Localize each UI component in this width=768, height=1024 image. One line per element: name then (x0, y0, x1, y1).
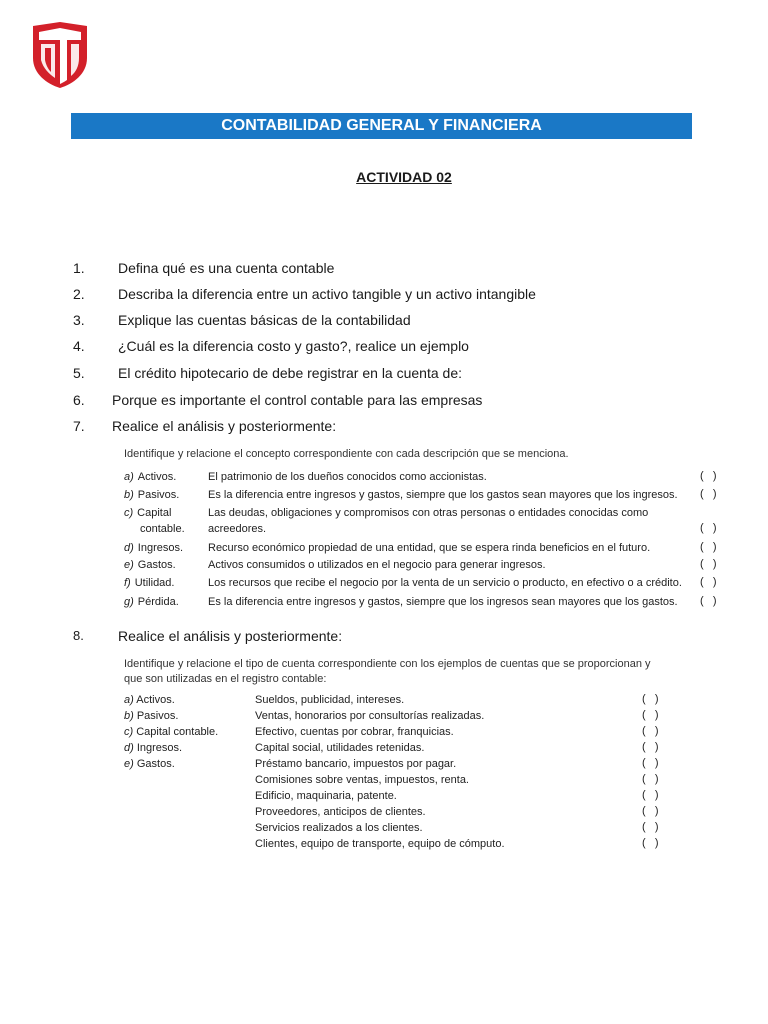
question-text: Explique las cuentas básicas de la contabilidad (118, 312, 411, 328)
exercise-7-row-f (124, 576, 724, 591)
answer-blank[interactable]: ( ) (642, 837, 659, 849)
row-letter: a) (124, 694, 134, 706)
account-example: Edificio, maquinaria, patente. (255, 790, 397, 802)
row-term: Utilidad. (134, 577, 175, 589)
row-term: Pasivos. (136, 710, 179, 722)
row-description: Recurso económico propiedad de una entidad, que se espera rinda beneficios en el futuro. (208, 542, 651, 554)
account-example: Clientes, equipo de transporte, equipo de cómputo. (255, 838, 505, 850)
row-description-continuation: acreedores. (208, 523, 267, 535)
account-example: Proveedores, anticipos de clientes. (255, 806, 426, 818)
course-title-bar: CONTABILIDAD GENERAL Y FINANCIERA (71, 113, 692, 139)
question-text: El crédito hipotecario de debe registrar en la cuenta de: (118, 365, 462, 381)
activity-subtitle: ACTIVIDAD 02 (356, 169, 452, 185)
row-letter: c) (124, 726, 134, 738)
row-letter: g) (124, 596, 134, 608)
answer-blank[interactable]: ( ) (642, 773, 659, 785)
answer-blank[interactable]: ( ) (700, 595, 717, 607)
row-term: Gastos. (137, 559, 176, 571)
answer-blank[interactable]: ( ) (700, 541, 717, 553)
account-example: Sueldos, publicidad, intereses. (255, 694, 405, 706)
answer-blank[interactable]: ( ) (700, 522, 717, 534)
exercise-7-row-g (124, 595, 724, 610)
account-example: Préstamo bancario, impuestos por pagar. (255, 758, 457, 770)
exercise-7-instructions: Identifique y relacione el concepto correspondiente con cada descripción que se menciona. (124, 448, 569, 460)
question-text: ¿Cuál es la diferencia costo y gasto?, realice un ejemplo (118, 338, 469, 354)
university-shield-logo (27, 18, 93, 90)
answer-blank[interactable]: ( ) (700, 488, 717, 500)
answer-blank[interactable]: ( ) (642, 805, 659, 817)
account-type-c (124, 725, 218, 740)
row-term-continuation: contable. (140, 523, 185, 535)
row-letter: c) (124, 507, 134, 519)
answer-blank[interactable]: ( ) (642, 741, 659, 753)
account-example: Efectivo, cuentas por cobrar, franquicias. (255, 726, 454, 738)
exercise-7-row-c (124, 506, 724, 538)
answer-blank[interactable]: ( ) (642, 725, 659, 737)
row-term: Activos. (137, 471, 177, 483)
answer-blank[interactable]: ( ) (642, 693, 659, 705)
question-number: 4. (73, 338, 85, 354)
account-type-a (124, 693, 175, 708)
account-example: Comisiones sobre ventas, impuestos, renta. (255, 774, 469, 786)
exercise-7-row-b (124, 488, 724, 503)
account-type-d (124, 741, 182, 756)
answer-blank[interactable]: ( ) (642, 757, 659, 769)
row-description: Los recursos que recibe el negocio por la venta de un servicio o producto, en efectivo o a crédito. (208, 577, 682, 589)
row-term: Ingresos. (137, 542, 184, 554)
row-letter: d) (124, 542, 134, 554)
account-example: Capital social, utilidades retenidas. (255, 742, 425, 754)
row-term: Activos. (136, 694, 175, 706)
row-term: Gastos. (136, 758, 175, 770)
question-text: Realice el análisis y posteriormente: (112, 418, 337, 434)
account-type-b (124, 709, 178, 724)
row-letter: b) (124, 710, 134, 722)
row-description: Es la diferencia entre ingresos y gastos, siempre que los gastos sean mayores que los ingresos. (208, 489, 678, 501)
answer-blank[interactable]: ( ) (642, 821, 659, 833)
question-number: 6. (73, 392, 85, 408)
row-letter: d) (124, 742, 134, 754)
question-number: 2. (73, 286, 85, 302)
question-text: Defina qué es una cuenta contable (118, 260, 335, 276)
row-letter: e) (124, 559, 134, 571)
answer-blank[interactable]: ( ) (700, 558, 717, 570)
question-text: Porque es importante el control contable para las empresas (112, 392, 483, 408)
account-type-e (124, 757, 175, 772)
answer-blank[interactable]: ( ) (700, 576, 717, 588)
question-number: 1. (73, 260, 85, 276)
row-letter: f) (124, 577, 131, 589)
row-description: El patrimonio de los dueños conocidos como accionistas. (208, 471, 487, 483)
row-term: Pérdida. (137, 596, 179, 608)
row-description: Las deudas, obligaciones y compromisos con otras personas o entidades conocidas como (208, 507, 649, 519)
answer-blank[interactable]: ( ) (700, 470, 717, 482)
question-text: Realice el análisis y posteriormente: (118, 628, 343, 644)
row-letter: a) (124, 471, 134, 483)
exercise-8-instructions-line-1: Identifique y relacione el tipo de cuenta correspondiente con los ejemplos de cuentas que se proporcionan y (124, 658, 651, 670)
exercise-7-row-a (124, 470, 724, 485)
row-description: Activos consumidos o utilizados en el negocio para generar ingresos. (208, 559, 546, 571)
row-description: Es la diferencia entre ingresos y gastos, siempre que los ingresos sean mayores que los gastos. (208, 596, 678, 608)
row-term: Capital (137, 507, 172, 519)
exercise-7-row-e (124, 558, 724, 573)
account-example: Ventas, honorarios por consultorías realizadas. (255, 710, 485, 722)
exercise-7-row-d (124, 541, 724, 556)
question-text: Describa la diferencia entre un activo tangible y un activo intangible (118, 286, 536, 302)
row-term: Capital contable. (136, 726, 219, 738)
answer-blank[interactable]: ( ) (642, 789, 659, 801)
row-letter: b) (124, 489, 134, 501)
account-example: Servicios realizados a los clientes. (255, 822, 423, 834)
row-letter: e) (124, 758, 134, 770)
question-number: 5. (73, 365, 85, 381)
exercise-8-instructions-line-2: que son utilizadas en el registro contable: (124, 673, 327, 685)
answer-blank[interactable]: ( ) (642, 709, 659, 721)
question-number: 7. (73, 418, 85, 434)
question-number: 8. (73, 628, 84, 643)
row-term: Pasivos. (137, 489, 180, 501)
question-number: 3. (73, 312, 85, 328)
row-term: Ingresos. (136, 742, 183, 754)
